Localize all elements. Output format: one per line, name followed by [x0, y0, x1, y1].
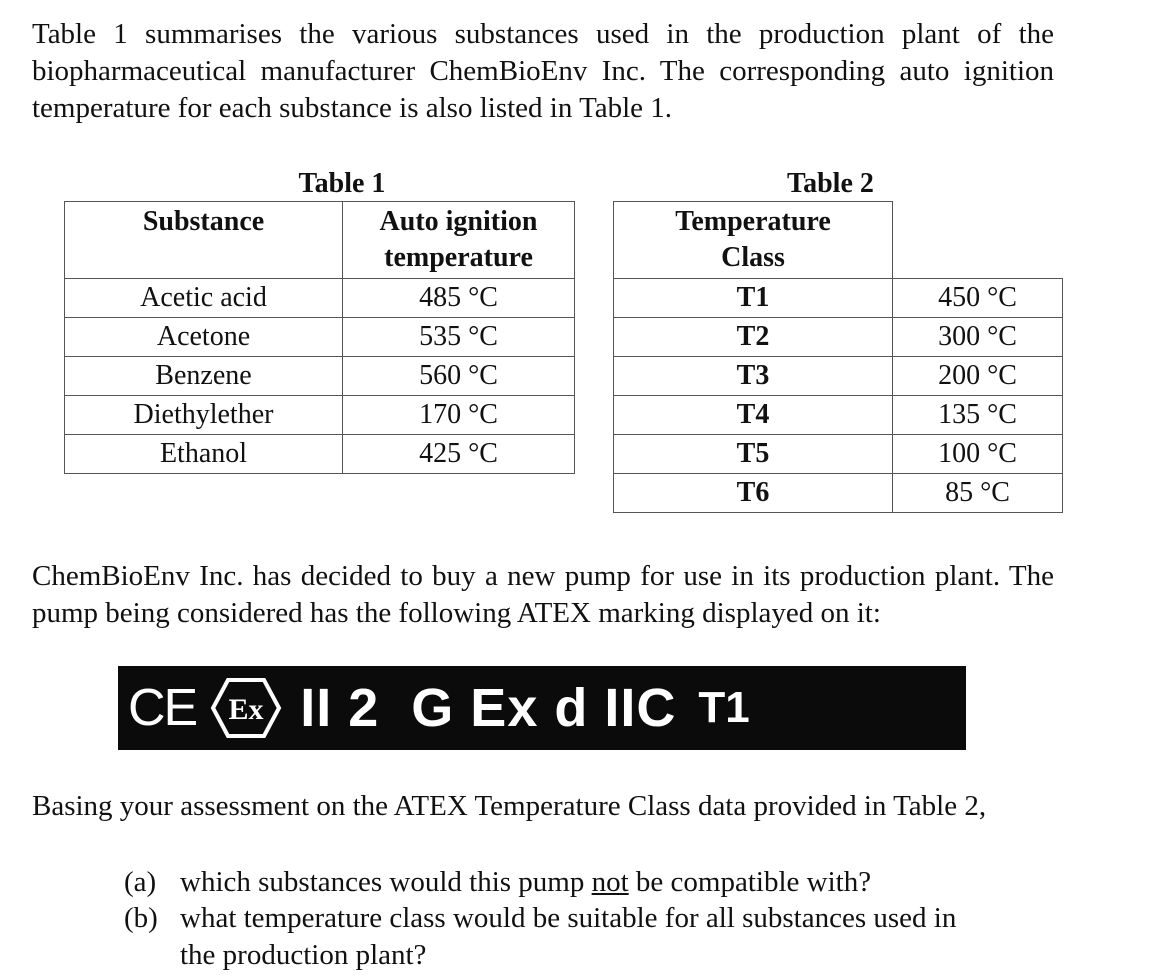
- table-row: [614, 474, 1063, 513]
- table-row: [65, 279, 575, 318]
- header-line: Temperature: [675, 206, 831, 237]
- table-row: [614, 396, 1063, 435]
- substance-cell: Diethylether: [65, 396, 343, 435]
- substance-cell: Acetone: [65, 318, 343, 357]
- class-cell: T6: [614, 474, 893, 513]
- class-cell: T2: [614, 318, 893, 357]
- class-cell: T3: [614, 357, 893, 396]
- column-header-auto-ignition: [343, 202, 575, 279]
- table-row: [614, 357, 1063, 396]
- max-temperature-cell: 135 °C: [893, 396, 1063, 435]
- max-temperature-cell: 450 °C: [893, 279, 1063, 318]
- temperature-cell: 170 °C: [343, 396, 575, 435]
- table-row: [614, 279, 1063, 318]
- intro-paragraph: Table 1 summarises the various substances used in the production plant of the biopharmaceutical manufacturer ChemBioEnv Inc. The corresponding auto ignition temperature for each substance is also listed in Table 1.: [32, 18, 1054, 124]
- temperature-cell: 560 °C: [343, 357, 575, 396]
- question-a-text-after: be compatible with?: [628, 866, 872, 898]
- substance-table: [64, 201, 575, 474]
- max-temperature-cell: 100 °C: [893, 435, 1063, 474]
- question-b: [124, 900, 956, 974]
- substance-cell: Acetic acid: [65, 279, 343, 318]
- temperature-cell: 485 °C: [343, 279, 575, 318]
- question-b-line1: what temperature class would be suitable for all substances used in: [180, 902, 957, 934]
- column-header-temperature-class: [614, 202, 893, 279]
- max-temperature-cell: 200 °C: [893, 357, 1063, 396]
- header-line: Auto ignition: [379, 206, 538, 237]
- table1-caption: Table 1: [298, 168, 386, 199]
- temperature-cell: 425 °C: [343, 435, 575, 474]
- question-a: [124, 864, 871, 901]
- table-row: [65, 396, 575, 435]
- table-row: [65, 318, 575, 357]
- question-a-label: (a): [124, 866, 157, 898]
- atex-code: II 2 G Ex d IIC: [300, 678, 677, 738]
- class-cell: T1: [614, 279, 893, 318]
- question-intro: Basing your assessment on the ATEX Temperature Class data provided in Table 2,: [32, 790, 987, 822]
- question-b-label: (b): [124, 902, 158, 934]
- question-b-line2: the production plant?: [180, 939, 427, 971]
- table-header-row: [614, 202, 1063, 279]
- temperature-cell: 535 °C: [343, 318, 575, 357]
- class-cell: T4: [614, 396, 893, 435]
- column-header-substance: Substance: [65, 202, 343, 279]
- temperature-class-table: [613, 201, 1063, 513]
- table-row: [65, 357, 575, 396]
- atex-temperature-class: T1: [698, 683, 750, 732]
- ex-hexagon-icon: [210, 677, 282, 739]
- max-temperature-cell: 300 °C: [893, 318, 1063, 357]
- header-line: temperature: [384, 242, 533, 273]
- ce-mark-icon: CE: [128, 679, 197, 737]
- class-cell: T5: [614, 435, 893, 474]
- table-row: [614, 435, 1063, 474]
- pump-paragraph: ChemBioEnv Inc. has decided to buy a new pump for use in its production plant. The pump being considered has the following ATEX marking displayed on it:: [32, 560, 1054, 629]
- table-row: [614, 318, 1063, 357]
- table2-caption: Table 2: [787, 168, 874, 199]
- column-header-blank: [893, 202, 1063, 279]
- ex-text: Ex: [228, 693, 264, 726]
- atex-marking-plate: [118, 666, 966, 750]
- header-line: Class: [721, 242, 785, 273]
- table-row: [65, 435, 575, 474]
- substance-cell: Ethanol: [65, 435, 343, 474]
- max-temperature-cell: 85 °C: [893, 474, 1063, 513]
- question-a-text-before: which substances would this pump: [180, 866, 592, 898]
- table-header-row: [65, 202, 575, 279]
- question-a-emphasis: not: [591, 866, 629, 898]
- substance-cell: Benzene: [65, 357, 343, 396]
